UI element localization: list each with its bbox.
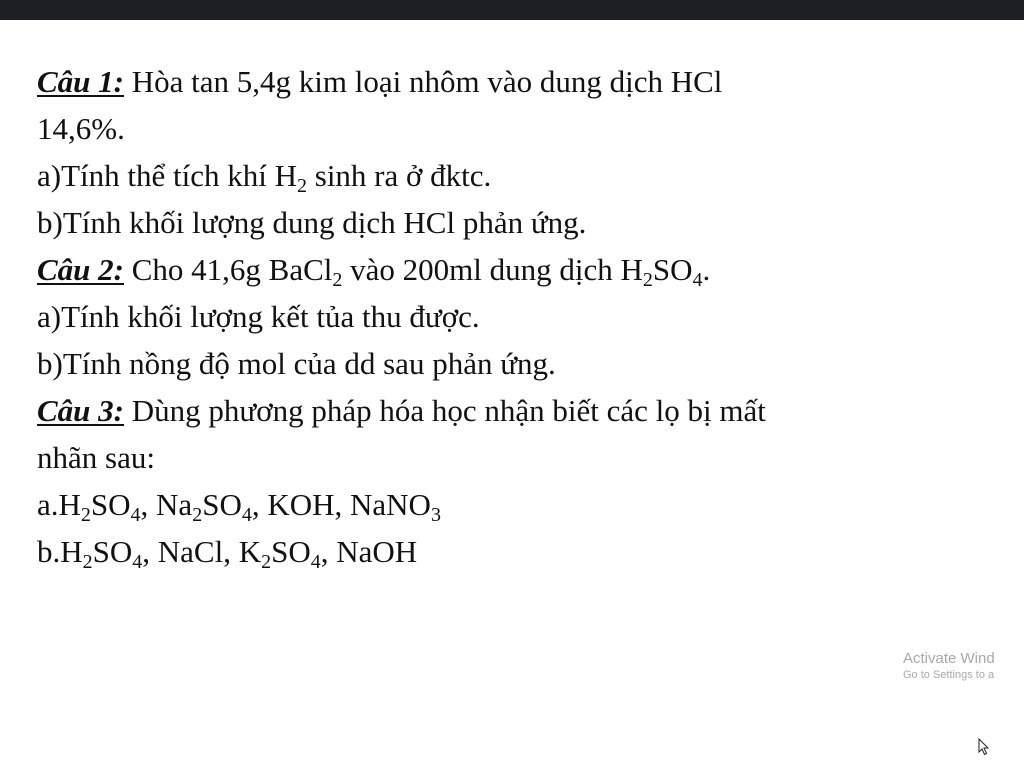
question-1-text-cont: 14,6%.	[37, 111, 125, 146]
text-run: b.H	[37, 534, 83, 569]
text-run: , KOH, NaNO	[251, 487, 431, 522]
text-run: sinh ra ở đktc.	[307, 158, 492, 193]
text-run: .	[702, 252, 711, 287]
text-run: b)Tính nồng độ mol của dd sau phản ứng.	[37, 346, 556, 381]
question-2-line-1	[37, 246, 997, 293]
question-1-part-b	[37, 199, 997, 246]
question-1-label: Câu 1:	[37, 64, 124, 99]
question-1-text: Hòa tan 5,4g kim loại nhôm vào dung dịch HCl	[124, 64, 723, 99]
question-3-label: Câu 3:	[37, 393, 124, 428]
question-1-part-a	[37, 152, 997, 199]
question-3-part-b	[37, 528, 997, 575]
question-3-line-1	[37, 387, 997, 434]
question-3-line-2	[37, 434, 997, 481]
text-run: , NaCl, K	[142, 534, 262, 569]
text-run: a)Tính thể tích khí H	[37, 158, 297, 193]
document-page	[0, 20, 1024, 762]
text-run: , NaOH	[320, 534, 418, 569]
text-run: SO	[652, 252, 693, 287]
text-run: , Na	[140, 487, 193, 522]
subscript: 4	[132, 551, 143, 573]
text-run: Dùng phương pháp hóa học nhận biết các lọ bị mất	[124, 393, 766, 428]
question-1-line-1	[37, 58, 997, 105]
document-body	[37, 58, 997, 575]
subscript: 2	[261, 551, 272, 573]
watermark-title: Activate Wind	[903, 650, 995, 667]
text-run: vào 200ml dung dịch H	[342, 252, 643, 287]
question-2-part-b	[37, 340, 997, 387]
subscript: 4	[310, 551, 321, 573]
watermark-subtitle: Go to Settings to a	[903, 669, 995, 681]
subscript: 2	[82, 551, 93, 573]
question-2-label: Câu 2:	[37, 252, 124, 287]
question-2-part-a	[37, 293, 997, 340]
text-run: SO	[271, 534, 311, 569]
text-run: nhãn sau:	[37, 440, 155, 475]
activation-watermark	[903, 650, 995, 682]
mouse-pointer-icon	[978, 738, 990, 761]
text-run: a.H	[37, 487, 81, 522]
text-run: SO	[92, 534, 133, 569]
text-run: a)Tính khối lượng kết tủa thu được.	[37, 299, 480, 334]
subscript: 4	[130, 504, 141, 526]
subscript: 4	[692, 269, 703, 291]
subscript: 2	[192, 504, 203, 526]
subscript: 2	[297, 175, 307, 197]
question-1-line-2	[37, 105, 997, 152]
subscript: 2	[332, 269, 343, 291]
subscript: 3	[430, 504, 441, 526]
subscript: 4	[241, 504, 252, 526]
text-run: SO	[202, 487, 242, 522]
subscript: 2	[80, 504, 91, 526]
text-run: b)Tính khối lượng dung dịch HCl phản ứng.	[37, 205, 587, 240]
subscript: 2	[642, 269, 653, 291]
question-3-part-a	[37, 481, 997, 528]
text-run: SO	[90, 487, 131, 522]
text-run: Cho 41,6g BaCl	[124, 252, 333, 287]
